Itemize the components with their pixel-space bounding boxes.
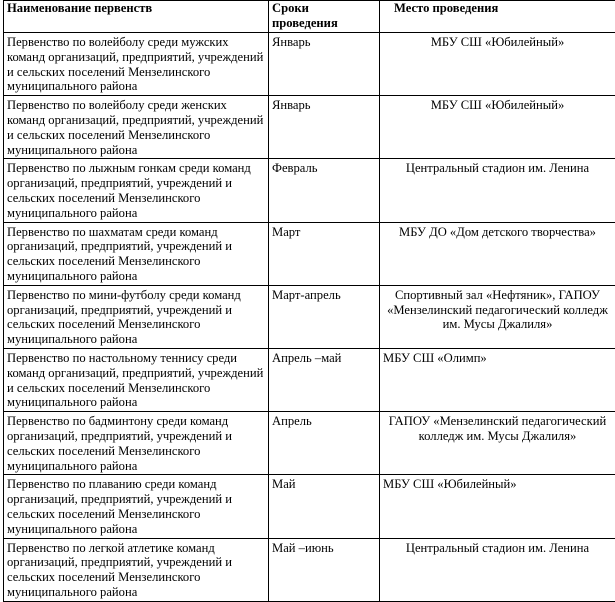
cell-place: МБУ СШ «Олимп» (380, 348, 615, 411)
table-row (4, 159, 615, 222)
table-row (4, 33, 615, 96)
cell-dates: Май (269, 475, 380, 538)
cell-name: Первенство по шахматам среди команд организаций, предприятий, учреждений и сельских поселений Мензелинского муниципального района (4, 222, 269, 285)
table-row (4, 222, 615, 285)
table-row (4, 348, 615, 411)
cell-dates: Май –июнь (269, 538, 380, 601)
table-row (4, 538, 615, 601)
cell-place: Центральный стадион им. Ленина (380, 538, 615, 601)
cell-name: Первенство по настольному теннису среди команд организаций, предприятий, учреждений и сельских поселений Мензелинского муниципального района (4, 348, 269, 411)
cell-place: Центральный стадион им. Ленина (380, 159, 615, 222)
header-place: Место проведения (380, 1, 615, 33)
cell-name: Первенство по волейболу среди женских команд организаций, предприятий, учреждений и сельских поселений Мензелинского муниципального района (4, 96, 269, 159)
cell-dates: Март (269, 222, 380, 285)
table-row (4, 475, 615, 538)
header-dates: Сроки проведения (269, 1, 380, 33)
table-row (4, 96, 615, 159)
cell-name: Первенство по бадминтону среди команд организаций, предприятий, учреждений и сельских поселений Мензелинского муниципального района (4, 412, 269, 475)
cell-dates: Март-апрель (269, 285, 380, 348)
cell-dates: Апрель –май (269, 348, 380, 411)
header-row (4, 1, 615, 33)
cell-dates: Февраль (269, 159, 380, 222)
cell-place: МБУ ДО «Дом детского творчества» (380, 222, 615, 285)
cell-name: Первенство по лыжным гонкам среди команд организаций, предприятий, учреждений и сельских поселений Мензелинского муниципального района (4, 159, 269, 222)
cell-dates: Январь (269, 96, 380, 159)
cell-name: Первенство по легкой атлетике команд организаций, предприятий, учреждений и сельских поселений Мензелинского муниципального района (4, 538, 269, 601)
table-row (4, 285, 615, 348)
cell-dates: Январь (269, 33, 380, 96)
cell-place: МБУ СШ «Юбилейный» (380, 475, 615, 538)
cell-place: МБУ СШ «Юбилейный» (380, 33, 615, 96)
table-row (4, 412, 615, 475)
cell-name: Первенство по плаванию среди команд организаций, предприятий, учреждений и сельских поселений Мензелинского муниципального района (4, 475, 269, 538)
cell-name: Первенство по волейболу среди мужских команд организаций, предприятий, учреждений и сельских поселений Мензелинского муниципального района (4, 33, 269, 96)
cell-dates: Апрель (269, 412, 380, 475)
cell-place: ГАПОУ «Мензелинский педагогический колледж им. Мусы Джалиля» (380, 412, 615, 475)
cell-place: МБУ СШ «Юбилейный» (380, 96, 615, 159)
header-name: Наименование первенств (4, 1, 269, 33)
cell-place: Спортивный зал «Нефтяник», ГАПОУ «Мензелинский педагогический колледж им. Мусы Джалиля» (380, 285, 615, 348)
competitions-table (3, 0, 615, 602)
cell-name: Первенство по мини-футболу среди команд организаций, предприятий, учреждений и сельских поселений Мензелинского муниципального района (4, 285, 269, 348)
